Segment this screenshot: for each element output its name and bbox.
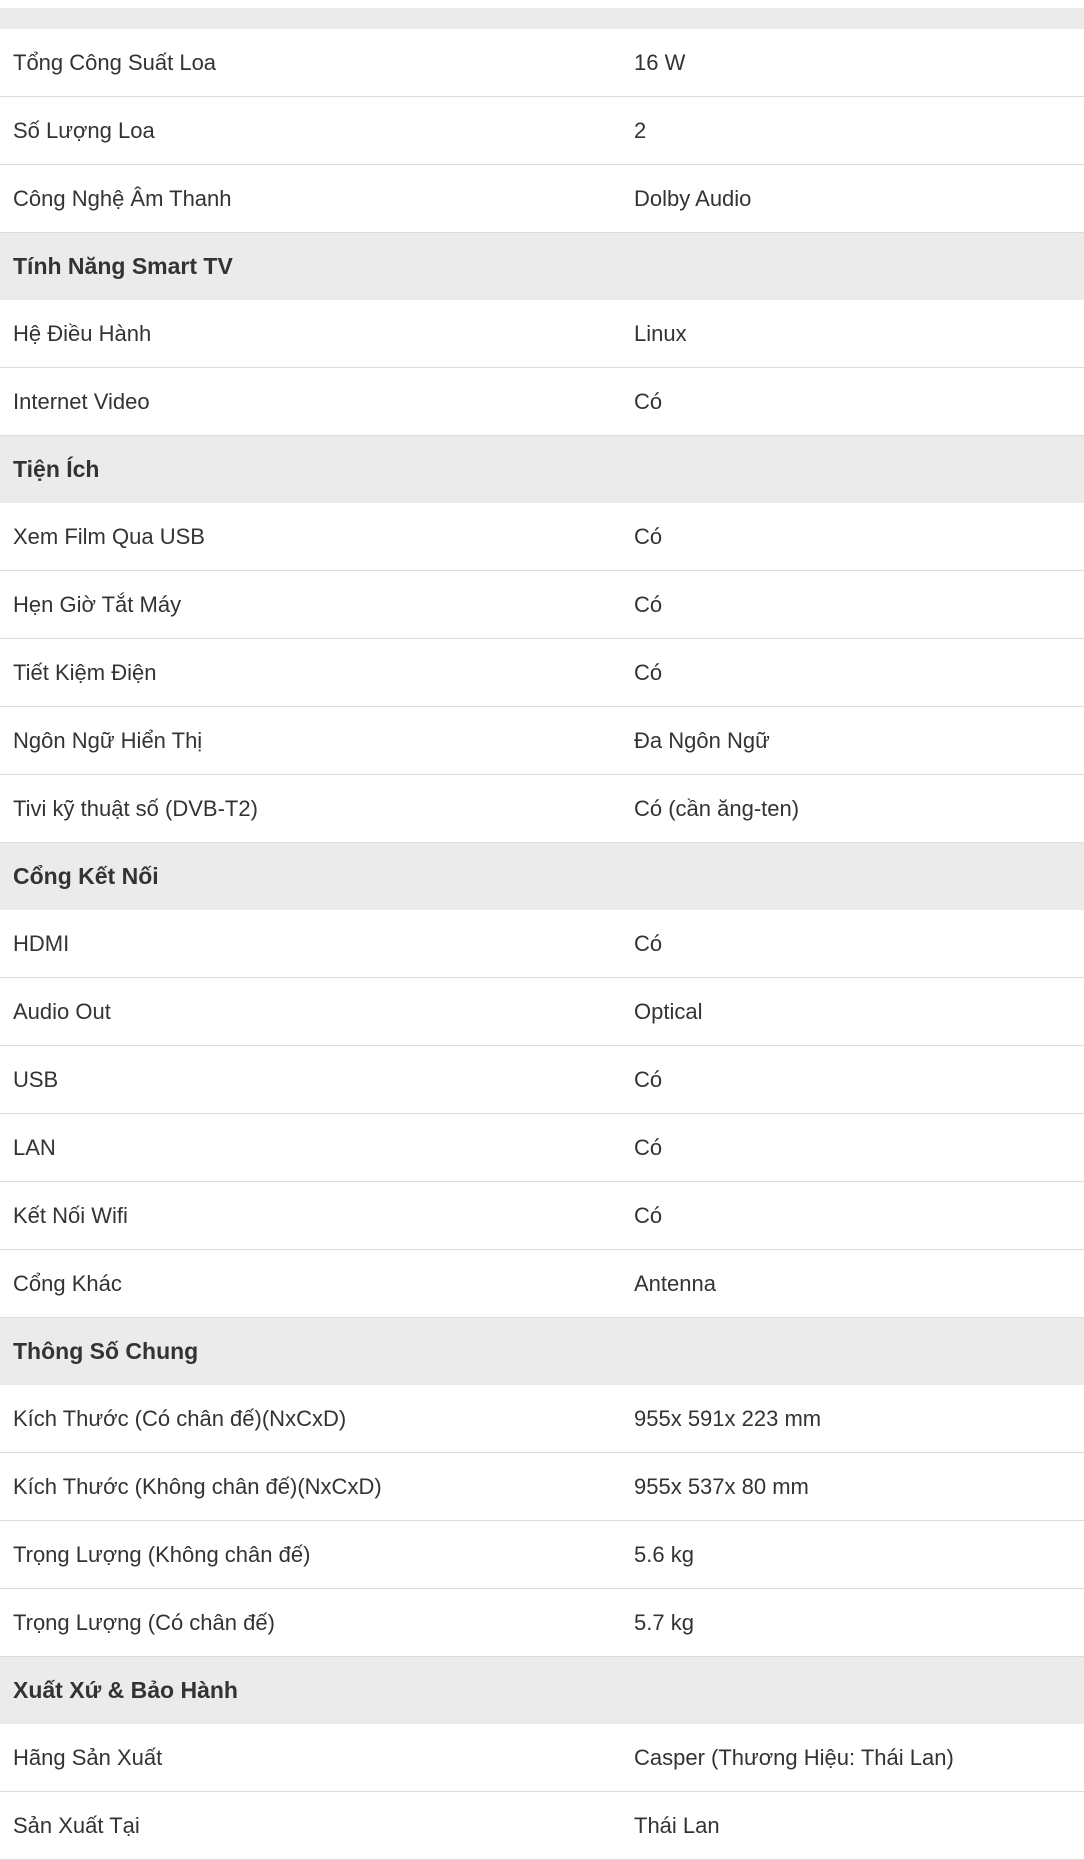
table-row <box>0 571 1084 639</box>
spec-value: Đa Ngôn Ngữ <box>621 707 1084 775</box>
section-title: Tiện Ích <box>0 436 1084 504</box>
spec-value: 16 W <box>621 29 1084 97</box>
table-row <box>0 1792 1084 1860</box>
spec-table-body <box>0 29 1084 1860</box>
spec-label: Kích Thước (Không chân đế)(NxCxD) <box>0 1453 621 1521</box>
spec-value: 955x 537x 80 mm <box>621 1453 1084 1521</box>
section-title: Tính Năng Smart TV <box>0 233 1084 301</box>
spec-label: Hệ Điều Hành <box>0 300 621 368</box>
table-row <box>0 1724 1084 1792</box>
section-header <box>0 1318 1084 1386</box>
spec-value: Thái Lan <box>621 1792 1084 1860</box>
spec-value: Có <box>621 1182 1084 1250</box>
spec-value: Linux <box>621 300 1084 368</box>
table-row <box>0 1046 1084 1114</box>
spec-label: Công Nghệ Âm Thanh <box>0 165 621 233</box>
table-row <box>0 368 1084 436</box>
spec-label: Tivi kỹ thuật số (DVB-T2) <box>0 775 621 843</box>
spec-value: Có <box>621 1046 1084 1114</box>
spec-value: 2 <box>621 97 1084 165</box>
spec-value: Có <box>621 503 1084 571</box>
spec-label: Tiết Kiệm Điện <box>0 639 621 707</box>
spec-value: 955x 591x 223 mm <box>621 1385 1084 1453</box>
spec-label: Hẹn Giờ Tắt Máy <box>0 571 621 639</box>
spec-value: Có (cần ăng-ten) <box>621 775 1084 843</box>
table-row <box>0 910 1084 978</box>
section-header <box>0 436 1084 504</box>
spec-value: Antenna <box>621 1250 1084 1318</box>
table-row <box>0 1453 1084 1521</box>
table-row <box>0 1521 1084 1589</box>
spec-label: Trọng Lượng (Không chân đế) <box>0 1521 621 1589</box>
spec-label: Sản Xuất Tại <box>0 1792 621 1860</box>
spec-value: Dolby Audio <box>621 165 1084 233</box>
spec-value: Có <box>621 368 1084 436</box>
table-row <box>0 165 1084 233</box>
table-row <box>0 300 1084 368</box>
spec-value: Optical <box>621 978 1084 1046</box>
spec-label: Ngôn Ngữ Hiển Thị <box>0 707 621 775</box>
spec-value: Casper (Thương Hiệu: Thái Lan) <box>621 1724 1084 1792</box>
spec-value: Có <box>621 1114 1084 1182</box>
table-row <box>0 1385 1084 1453</box>
table-row <box>0 1114 1084 1182</box>
spec-value: Có <box>621 639 1084 707</box>
table-header-strip <box>0 8 1084 29</box>
table-row <box>0 1182 1084 1250</box>
section-title: Thông Số Chung <box>0 1318 1084 1386</box>
section-title: Cổng Kết Nối <box>0 843 1084 911</box>
spec-label: Kích Thước (Có chân đế)(NxCxD) <box>0 1385 621 1453</box>
spec-label: Tổng Công Suất Loa <box>0 29 621 97</box>
table-row <box>0 978 1084 1046</box>
section-header <box>0 843 1084 911</box>
spec-label: Kết Nối Wifi <box>0 1182 621 1250</box>
spec-label: USB <box>0 1046 621 1114</box>
table-row <box>0 29 1084 97</box>
spec-label: Internet Video <box>0 368 621 436</box>
spec-value: Có <box>621 571 1084 639</box>
spec-label: Audio Out <box>0 978 621 1046</box>
section-title: Xuất Xứ & Bảo Hành <box>0 1657 1084 1725</box>
spec-value: Có <box>621 910 1084 978</box>
spec-value: 5.7 kg <box>621 1589 1084 1657</box>
spec-label: Số Lượng Loa <box>0 97 621 165</box>
table-row <box>0 503 1084 571</box>
spec-value: 5.6 kg <box>621 1521 1084 1589</box>
spec-table <box>0 29 1084 1860</box>
spec-label: Xem Film Qua USB <box>0 503 621 571</box>
spec-label: HDMI <box>0 910 621 978</box>
spec-label: Hãng Sản Xuất <box>0 1724 621 1792</box>
table-row <box>0 1250 1084 1318</box>
table-row <box>0 775 1084 843</box>
table-row <box>0 1589 1084 1657</box>
table-row <box>0 97 1084 165</box>
spec-label: Cổng Khác <box>0 1250 621 1318</box>
spec-label: Trọng Lượng (Có chân đế) <box>0 1589 621 1657</box>
table-row <box>0 707 1084 775</box>
section-header <box>0 233 1084 301</box>
section-header <box>0 1657 1084 1725</box>
spec-label: LAN <box>0 1114 621 1182</box>
table-row <box>0 639 1084 707</box>
